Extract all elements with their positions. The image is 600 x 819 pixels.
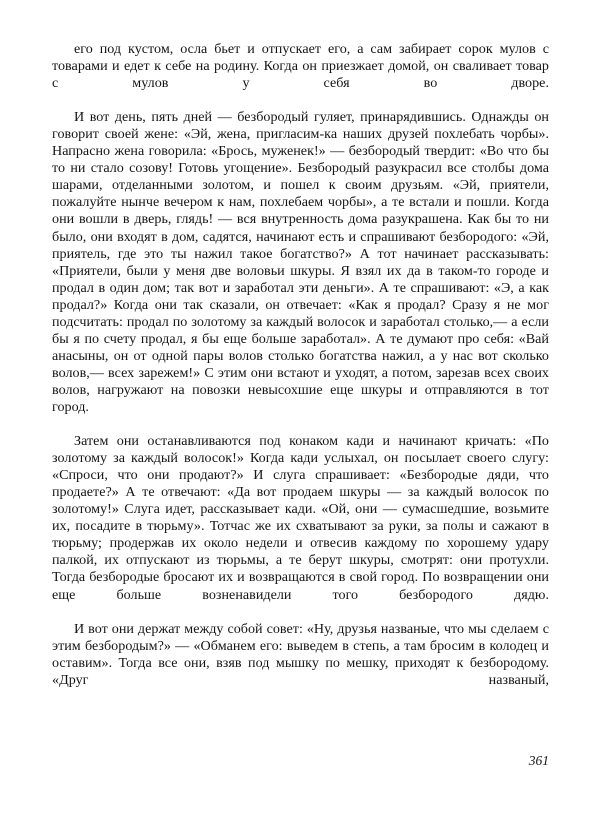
- paragraph: Затем они останавливаются под конаком кади и начинают кричать: «По золотому за каждый волосок!» Когда кади услыхал, он посылает своего слугу: «Спроси, что они продают?» И слуга спрашивает: «Безбородые дяди, что продаете?» А те отвечают: «Да вот продаем шкуры — за каждый волосок по золотому!» Слуга идет, рассказывает кади. «Ой, они — сумасшедшие, возьмите их, посадите в тюрьму». Тотчас же их схватывают за руки, за полы и сажают в тюрьму; продержав их около недели и отвесив каждому по хорошему удару палкой, их отпускают из тюрьмы, а те берут шкуры, смотрят: они протухли. Тогда безбородые бросают их и возвращаются в свой город. По возвращении они еще больше возненавидели того безбородого дядю.: [52, 433, 549, 603]
- paragraph: И вот день, пять дней — безбородый гуляет, принарядившись. Однажды он говорит своей жене: «Эй, жена, пригласим-ка наших друзей похлебать чорбы». Напрасно жена говорила: «Брось, муженек!» — безбородый твердит: «Во что бы то ни стало созову! Готовь угощение». Безбородый разукрасил все столбы дома шарами, отделанными золотом, и пошел к своим друзьям. «Эй, приятели, пожалуйте нынче вечером к нам, похлебаем чорбы», а те встали и пошли. Когда они вошли в дверь, глядь! — вся внутренность дома разукрашена. Как бы то ни было, они входят в дом, садятся, начинают есть и спрашивают безбородого: «Эй, приятель, где это ты нажил такое богатство?» А тот начинает рассказывать: «Приятели, были у меня две воловьи шкуры. Я взял их да в таком-то городе и продал в один дом; так вот и заработал эти деньги». А те спрашивают: «Э, а как продал?» Когда они так сказали, он отвечает: «Как я продал? Сразу я не мог подсчитать: продал по золотому за каждый волосок и заработал столько,— а если бы я по счету продал, я бы еще больше заработал». А те думают про себя: «Вай анасыны, он от одной пары волов столько богатства нажил, а у нас вот сколько волов,— всех зарежем!» С этим они встают и уходят, а потом, зарезав всех своих волов, нагружают на повозки невысохшие еще шкуры и отправляются в тот город.: [52, 109, 549, 415]
- paragraph: И вот они держат между собой совет: «Ну, друзья названые, что мы сделаем с этим безбородым?» — «Обманем его: выведем в степь, а там бросим в колодец и оставим». Тогда все они, взяв под мышку по мешку, приходят к безбородому. «Друг названый,: [52, 620, 549, 688]
- page-text-body: [52, 41, 549, 706]
- paragraph: его под кустом, осла бьет и отпускает его, а сам забирает сорок мулов с товарами и едет к себе на родину. Когда он приезжает домой, он сваливает товар с мулов у себя во дворе.: [52, 41, 549, 92]
- page-number: 361: [528, 753, 549, 768]
